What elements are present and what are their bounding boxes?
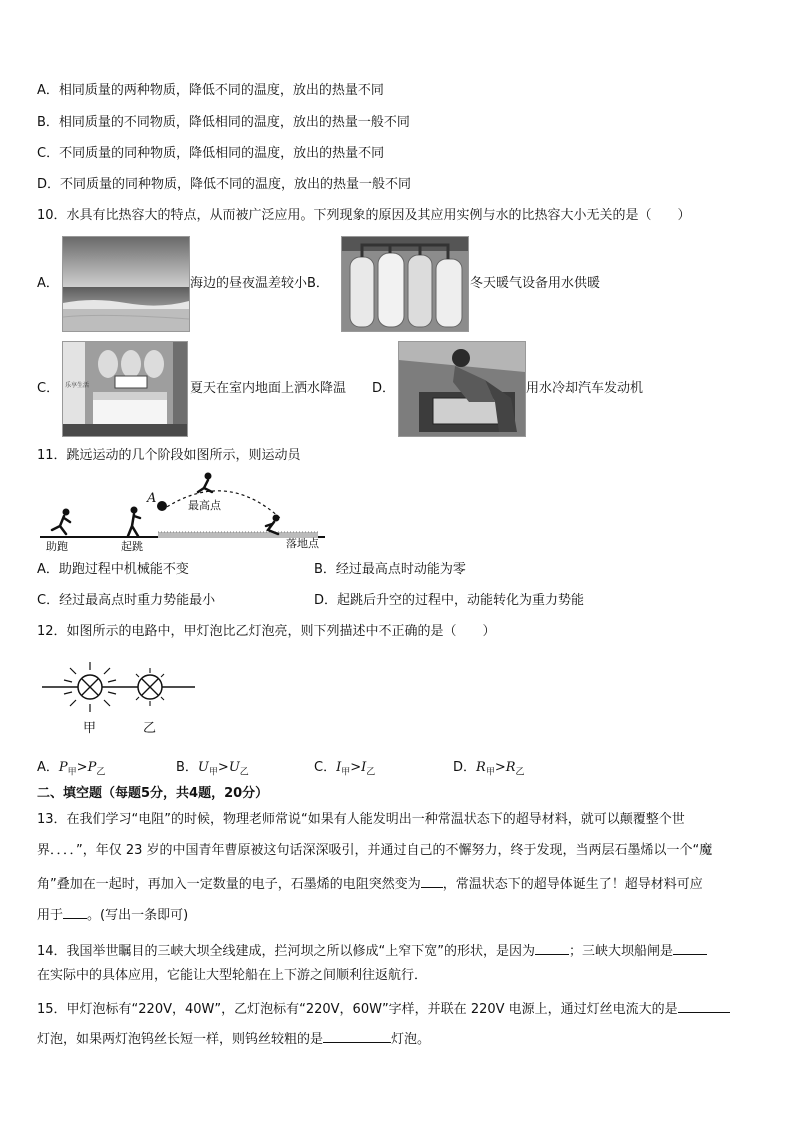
- q12-option-d-sub2: 乙: [515, 767, 525, 778]
- q12-option-a-letter: A．: [37, 760, 59, 775]
- q11-option-b: B．经过最高点时动能为零: [314, 562, 466, 577]
- q15-line2-a: 灯泡，如果两灯泡钨丝长短一样，则钨丝较粗的是: [37, 1032, 324, 1047]
- q12-option-a: [37, 759, 105, 782]
- q10-option-a-label: 海边的昼夜温差较小: [190, 276, 308, 291]
- point-a-label: A: [147, 491, 157, 506]
- landing-label: 落地点: [286, 537, 319, 550]
- q12-option-b-letter: B．: [176, 760, 198, 775]
- q12-option-c-letter: C．: [314, 760, 337, 775]
- q12-option-c-symbol: I: [336, 760, 342, 775]
- q12-option-a-symbol: P: [58, 760, 68, 775]
- q11-stem: 11．跳远运动的几个阶段如图所示，则运动员: [37, 448, 301, 463]
- q13-line1: 13．在我们学习“电阻”的时候，物理老师常说“如果有人能发明出一种常温状态下的超导材料，就可以颠覆整个世: [37, 812, 685, 827]
- q12-option-d-symbol2: R: [505, 760, 516, 775]
- q13-blank-1[interactable]: [421, 873, 443, 888]
- q11-option-d: D．起跳后升空的过程中，动能转化为重力势能: [314, 593, 585, 608]
- q13-line3-b: ，常温状态下的超导体诞生了！超导材料可应: [442, 877, 703, 892]
- q10-option-c-letter: C．: [37, 381, 60, 396]
- q14-line1: [37, 940, 707, 961]
- q12-option-b-sub1: 甲: [208, 767, 218, 778]
- beach-photo: [62, 236, 190, 332]
- q15-blank-2[interactable]: [323, 1028, 391, 1043]
- top-point-label: 最高点: [188, 499, 221, 512]
- q13-line2: 界．．．．”，年仅 23 岁的中国青年曹原被这句话深深吸引，并通过自己的不懈努力，终于发现，当两层石墨烯以一个“魔: [37, 843, 713, 858]
- q12-stem: 12．如图所示的电路中，甲灯泡比乙灯泡亮，则下列描述中不正确的是（ ）: [37, 624, 496, 639]
- bedroom-photo: [62, 341, 188, 437]
- q15-line1: [37, 998, 730, 1019]
- q9-option-b: B．相同质量的不同物质，降低相同的温度，放出的热量一般不同: [37, 115, 410, 130]
- q12-option-c: [314, 759, 375, 782]
- q13-blank-2[interactable]: [63, 904, 87, 919]
- q12-option-d-symbol: R: [476, 760, 486, 775]
- q15-blank-1[interactable]: [678, 998, 730, 1013]
- q10-option-a-text: [190, 275, 329, 293]
- q11-option-a: A．助跑过程中机械能不变: [37, 562, 189, 577]
- q14-line1-b: ；三峡大坝船闸是: [569, 944, 674, 959]
- q12-option-a-sub1: 甲: [67, 767, 77, 778]
- q13-line4-a: 用于: [37, 908, 64, 923]
- q10-option-a-letter: A．: [37, 276, 59, 291]
- q12-option-b: [176, 759, 249, 782]
- q9-option-c: C．不同质量的同种物质，降低相同的温度，放出的热量不同: [37, 146, 385, 161]
- q14-blank-1[interactable]: [535, 940, 569, 955]
- q12-option-c-sub1: 甲: [341, 767, 351, 778]
- circuit-diagram: [40, 660, 200, 716]
- bulb-jia-label: 甲: [83, 721, 97, 736]
- q12-option-c-sub2: 乙: [366, 767, 376, 778]
- q12-option-c-op: >: [350, 760, 362, 775]
- water-heater-photo: [341, 236, 469, 332]
- q12-option-b-sub2: 乙: [239, 767, 249, 778]
- q14-blank-2[interactable]: [673, 940, 707, 955]
- q13-line4-b: 。(写出一条即可): [87, 908, 189, 923]
- q10-option-d-letter: D．: [372, 381, 396, 396]
- q12-option-d-letter: D．: [453, 760, 477, 775]
- q10-option-d-text: 用水冷却汽车发动机: [526, 381, 644, 396]
- q13-line3: [37, 873, 703, 894]
- q10-option-c-text: 夏天在室内地面上洒水降温: [190, 381, 347, 396]
- car-engine-photo: [398, 341, 526, 437]
- q12-option-a-symbol2: P: [87, 760, 97, 775]
- q10-stem: 10．水具有比热容大的特点，从而被广泛应用。下列现象的原因及其应用实例与水的比热容大小无关的是（ ）: [37, 208, 691, 223]
- q12-option-d-op: >: [494, 760, 506, 775]
- bedroom-sign: 乐享生活: [65, 382, 90, 389]
- section-title: 二、填空题（每题5分，共4题，20分）: [37, 786, 269, 801]
- q12-option-d: [453, 759, 525, 782]
- q12-option-a-sub2: 乙: [96, 767, 106, 778]
- q12-option-b-symbol: U: [197, 760, 209, 775]
- run-label: 助跑: [46, 540, 68, 553]
- q12-option-c-symbol2: I: [361, 760, 367, 775]
- takeoff-label: 起跳: [121, 540, 143, 553]
- q13-line4: [37, 904, 188, 925]
- q10-option-b-letter: B．: [307, 276, 329, 291]
- q13-line3-a: 角”叠加在一起时，再加入一定数量的电子，石墨烯的电阻突然变为: [37, 877, 421, 892]
- q14-line2: 在实际中的具体应用，它能让大型轮船在上下游之间顺利往返航行．: [37, 968, 428, 983]
- q10-option-b-text: 冬天暖气设备用水供暖: [470, 276, 601, 291]
- q15-line2-b: 灯泡。: [391, 1032, 431, 1047]
- q12-option-b-op: >: [217, 760, 229, 775]
- q15-line1-text: 15．甲灯泡标有“220V，40W”，乙灯泡标有“220V，60W”字样，并联在 220V 电源上，通过灯丝电流大的是: [37, 1002, 678, 1017]
- q11-option-c: C．经过最高点时重力势能最小: [37, 593, 216, 608]
- q14-line1-a: 14．我国举世瞩目的三峡大坝全线建成，拦河坝之所以修成“上窄下宽”的形状，是因为: [37, 944, 536, 959]
- q9-option-d: D．不同质量的同种物质，降低不同的温度，放出的热量一般不同: [37, 177, 412, 192]
- q12-option-a-op: >: [76, 760, 88, 775]
- q9-option-a: A．相同质量的两种物质，降低不同的温度，放出的热量不同: [37, 83, 384, 98]
- q12-option-d-sub1: 甲: [485, 767, 495, 778]
- q15-line2: [37, 1028, 430, 1049]
- q12-option-b-symbol2: U: [228, 760, 240, 775]
- bulb-yi-label: 乙: [143, 721, 157, 736]
